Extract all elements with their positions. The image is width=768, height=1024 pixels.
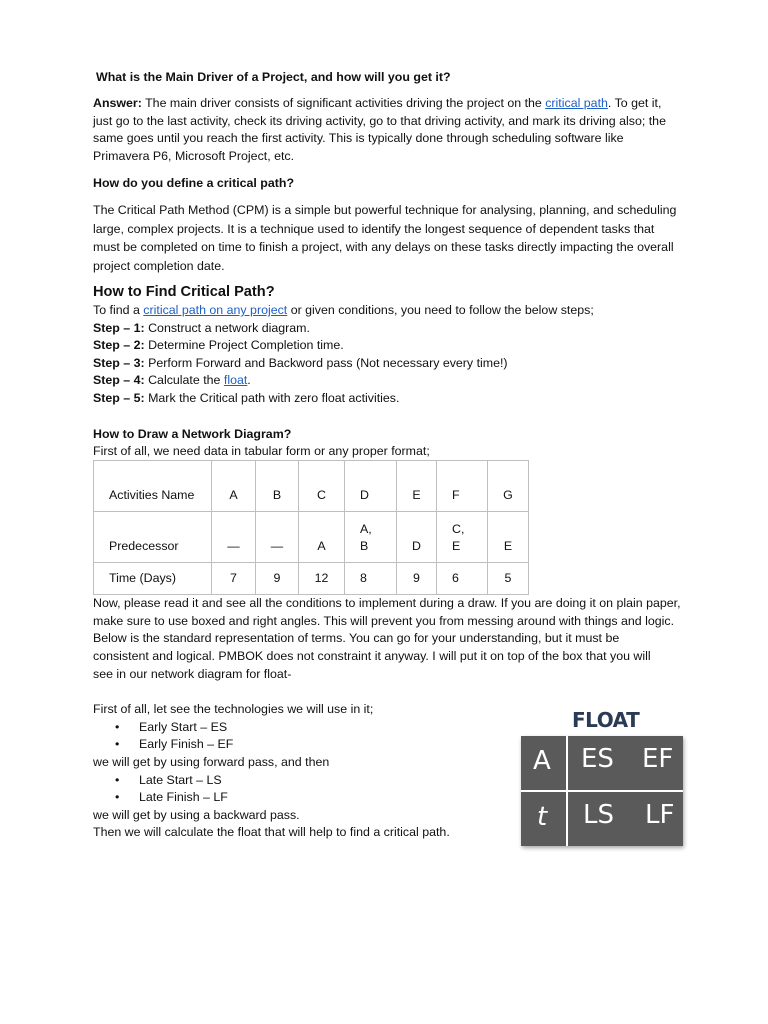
list-item: • Late Finish – LF [93,789,683,807]
step-text: Perform Forward and Backword pass (Not necessary every time!) [144,355,508,370]
table-cell: E [488,512,529,563]
question-1-heading: What is the Main Driver of a Project, and how will you get it? [96,70,451,84]
row-label-time: Time (Days) [94,563,212,595]
forward-pass-text: we will get by using forward pass, and then [93,754,330,769]
early-finish-cell: EF [642,744,674,774]
float-title: FLOAT [572,708,640,732]
table-row-time [94,563,529,595]
table-cell: 9 [397,563,437,595]
step-2 [93,337,683,355]
table-cell: A [299,512,345,563]
step-text: Calculate the [144,373,224,388]
steps-intro-text: To find a [93,303,144,317]
table-cell: A, B [345,512,397,563]
step-label: Step – 3: [93,355,145,370]
table-cell: 9 [256,563,299,595]
table-cell: 12 [299,563,345,595]
table-intro: First of all, we need data in tabular form or any proper format; [93,443,430,458]
activity-table [93,460,529,595]
list-item: • Late Start – LS [93,772,683,790]
question-4-heading: How to Draw a Network Diagram? [93,426,292,441]
answer-paragraph [93,95,683,165]
step-text: Determine Project Completion time. [144,338,344,353]
float-diagram [517,706,687,851]
closing-text: Then we will calculate the float that will help to find a critical path. [93,825,450,840]
table-cell: 7 [212,563,256,595]
table-cell: 5 [488,563,529,595]
conditions-paragraph: Now, please read it and see all the conditions to implement during a draw. If you are doing it on plain paper, make sure to use boxed and right angles. This will prevent you from messing around with things and logic. [93,596,681,628]
table-cell: F [437,461,488,512]
steps-intro [93,302,683,320]
question-2-heading: How do you define a critical path? [93,176,295,191]
step-text: Construct a network diagram. [144,320,310,335]
answer-text-before: The main driver consists of significant activities driving the project on the [141,96,546,110]
table-cell: D [397,512,437,563]
answer-label: Answer: [93,96,142,110]
table-cell: C, E [437,512,488,563]
table-row-activities [94,461,529,512]
late-start-cell: LS [583,800,614,830]
step-text-after: . [247,373,251,388]
step-5 [93,390,683,408]
critical-path-link[interactable]: critical path [545,96,608,110]
table-cell: 8 [345,563,397,595]
critical-path-any-project-link[interactable]: critical path on any project [143,303,288,317]
answer-text-after: . To get it, just go to the last activity, check its driving activity, go to that driving activity, and mark its driving also; the same goes until you reach the first activity. This is typically done through scheduling software like Primavera P6, Microsoft Project, etc. [93,96,666,163]
step-label: Step – 5: [93,390,145,405]
step-1 [93,320,683,338]
late-finish-cell: LF [645,800,675,830]
table-cell: A [212,461,256,512]
representation-paragraph: Below is the standard representation of terms. You can go for your understanding, but it must be consistent and logical. PMBOK does not constraint it anyway. I will put it on top of the box that you will see in our network diagram for float- [93,631,651,681]
list-item: • Early Finish – EF [93,736,683,754]
table-cell: — [256,512,299,563]
table-cell: D [345,461,397,512]
table-cell: B [256,461,299,512]
list-item: • Early Start – ES [93,719,683,737]
table-cell: G [488,461,529,512]
step-label: Step – 4: [93,373,145,388]
early-start-cell: ES [581,744,614,774]
backward-pass-text: we will get by using a backward pass. [93,807,300,822]
question-3-heading: How to Find Critical Path? [93,284,275,300]
table-cell: 6 [437,563,488,595]
step-label: Step – 2: [93,338,145,353]
cpm-paragraph: The Critical Path Method (CPM) is a simple but powerful technique for analysing, planning, and scheduling large, complex projects. It is a technique used to identify the longest sequence of dependent tasks that must be completed on time to finish a project, with any delays on these tasks directly impacting the overall project completion date. [93,203,677,273]
step-label: Step – 1: [93,320,145,335]
table-cell: E [397,461,437,512]
grid-divider-horizontal [521,790,683,792]
duration-cell: t [537,802,548,832]
float-grid [521,736,683,846]
table-cell: C [299,461,345,512]
table-cell: — [212,512,256,563]
step-4 [93,372,683,390]
step-3 [93,355,683,373]
step-text: Mark the Critical path with zero float activities. [144,390,400,405]
terms-intro: First of all, let see the technologies we will use in it; [93,702,374,717]
float-link[interactable]: float [223,373,248,388]
table-row-predecessor [94,512,529,563]
row-label-predecessor: Predecessor [94,512,212,563]
activity-cell: A [533,746,551,776]
steps-intro-after: or given conditions, you need to follow the below steps; [287,303,594,317]
row-label-activities: Activities Name [94,461,212,512]
